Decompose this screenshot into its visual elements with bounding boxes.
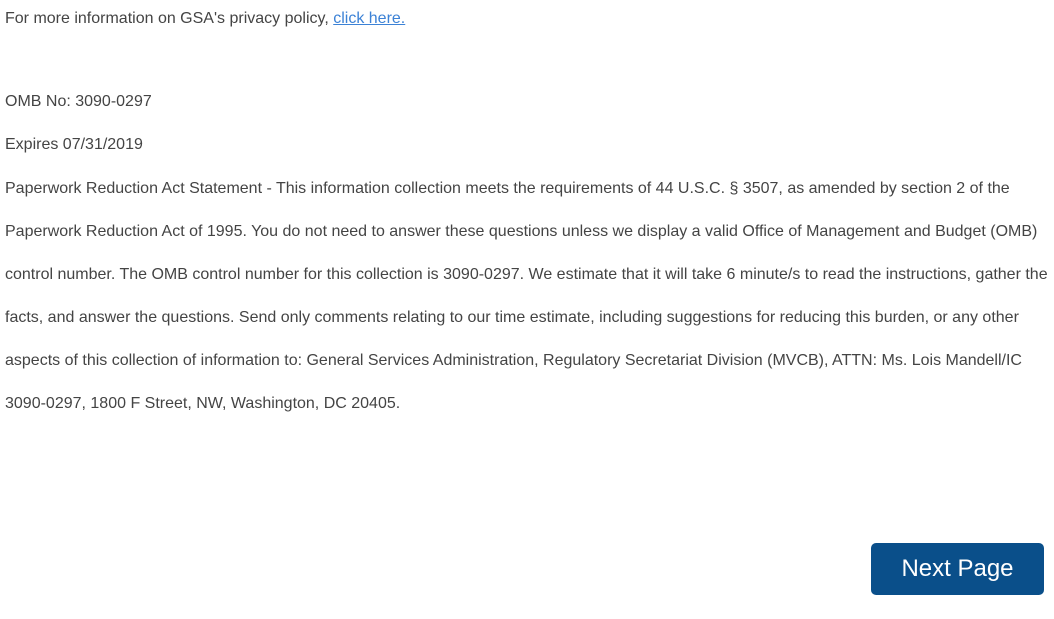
next-page-button[interactable]: Next Page (871, 543, 1044, 595)
omb-number: OMB No: 3090-0297 (5, 93, 152, 110)
omb-expiration: Expires 07/31/2019 (5, 136, 143, 153)
privacy-policy-link[interactable]: click here. (333, 10, 406, 27)
privacy-policy-text: For more information on GSA's privacy policy, (5, 10, 329, 27)
privacy-policy-line (5, 9, 405, 29)
paperwork-reduction-act-statement: Paperwork Reduction Act Statement - This information collection meets the requirements of 44 U.S.C. § 3507, as amended by section 2 of the Paperwork Reduction Act of 1995. You do not need to answer these questions unless we display a valid Office of Management and Budget (OMB) control number. The OMB control number for this collection is 3090-0297. We estimate that it will take 6 minute/s to read the instructions, gather the facts, and answer the questions. Send only comments relating to our time estimate, including suggestions for reducing this burden, or any other aspects of this collection of information to: General Services Administration, Regulatory Secretariat Division (MVCB), ATTN: Ms. Lois Mandell/IC 3090-0297, 1800 F Street, NW, Washington, DC 20405. (5, 180, 1048, 412)
